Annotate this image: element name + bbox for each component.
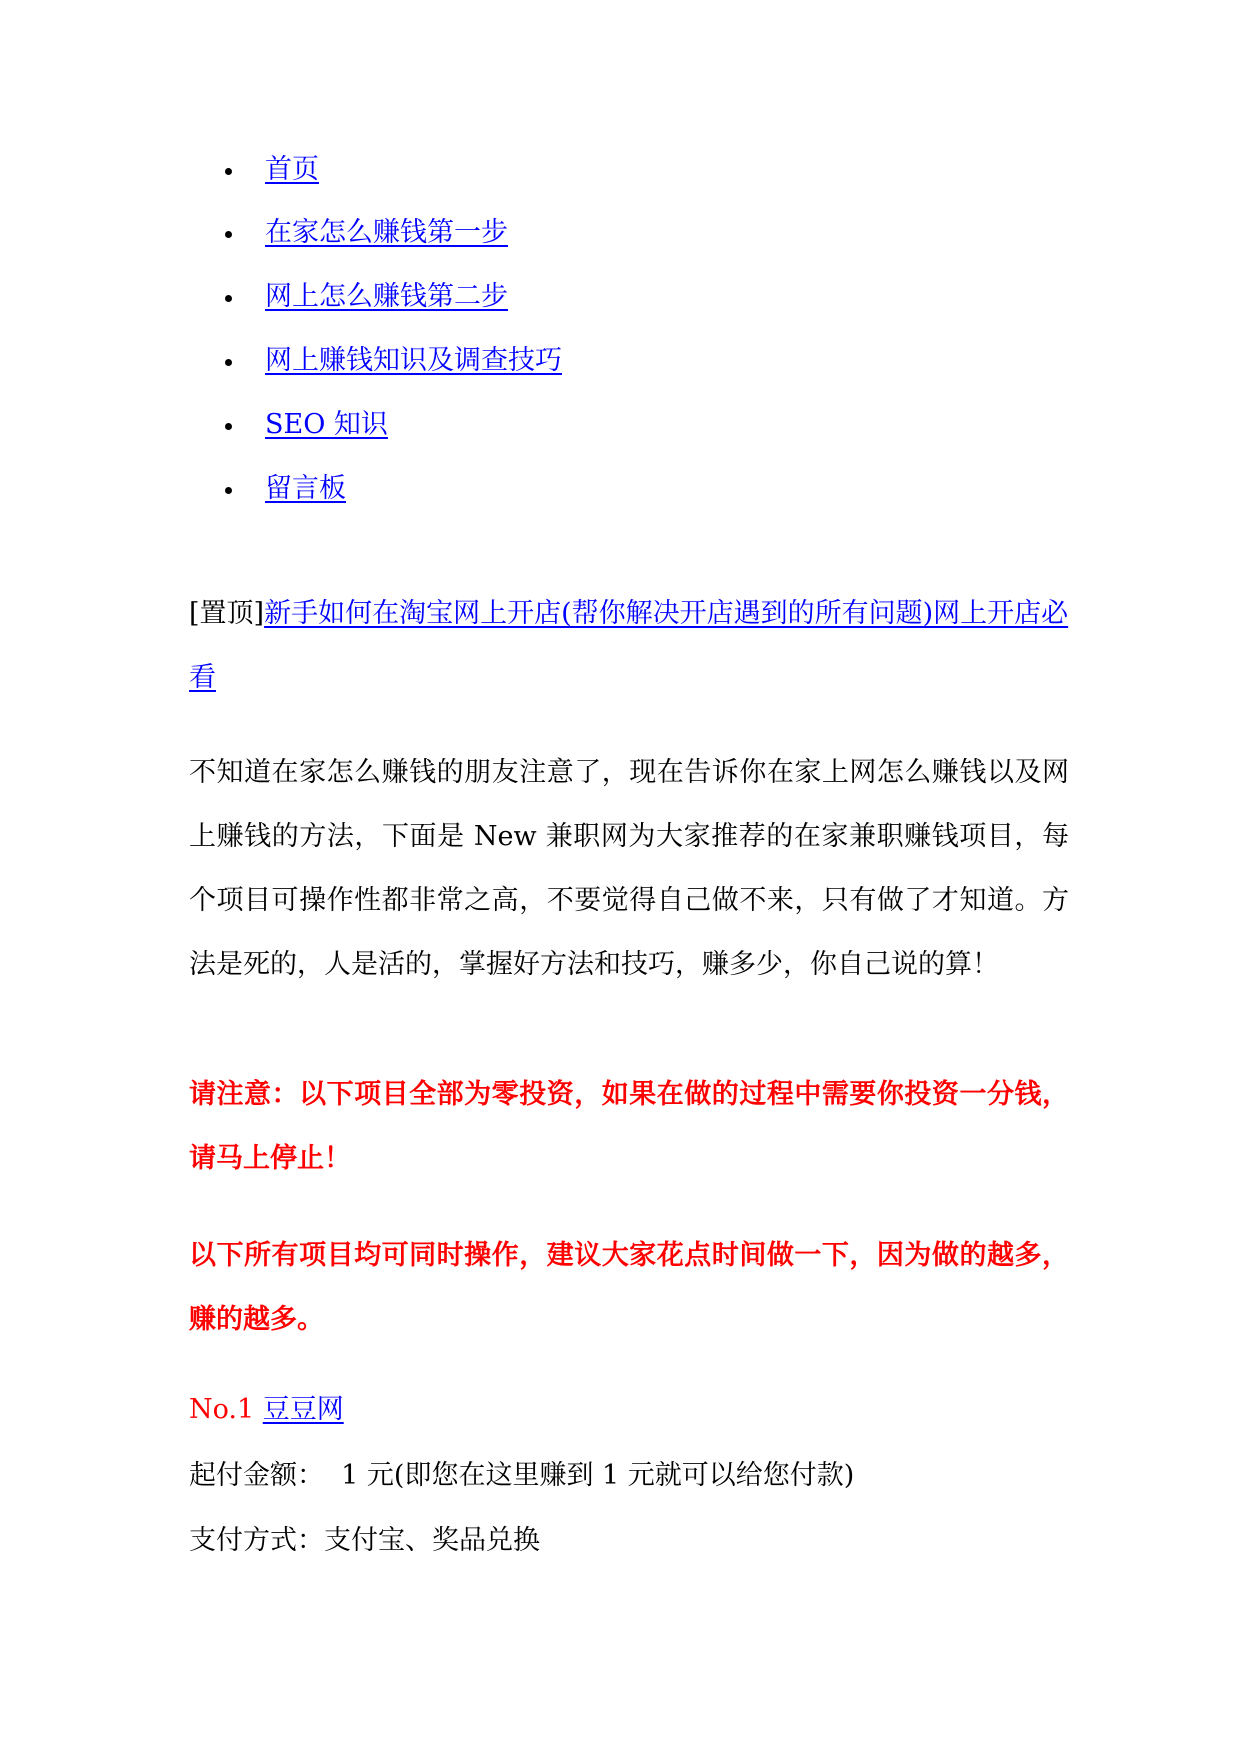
project-min-payment (189, 1458, 1069, 1494)
nav-link-step-one[interactable]: 在家怎么赚钱第一步 (265, 217, 508, 248)
nav-link-seo[interactable]: SEO 知识 (265, 409, 388, 440)
nav-link-home[interactable]: 首页 (265, 154, 319, 185)
bullet-icon (225, 295, 232, 302)
nav-link-guestbook[interactable]: 留言板 (265, 473, 346, 504)
project-link[interactable]: 豆豆网 (262, 1394, 344, 1425)
project-number: No.1 (189, 1394, 263, 1425)
nav-link-step-two[interactable]: 网上怎么赚钱第二步 (265, 281, 508, 312)
nav-link-knowledge[interactable]: 网上赚钱知识及调查技巧 (265, 345, 562, 376)
pinned-post-link[interactable]: 新手如何在淘宝网上开店(帮你解决开店遇到的所有问题)网上开店必看 (189, 598, 1069, 693)
bullet-icon (225, 231, 232, 238)
pinned-prefix: [置顶] (189, 598, 265, 629)
nav-item-step-two (0, 279, 900, 319)
nav-item-seo (0, 407, 900, 447)
nav-item-guestbook (0, 471, 900, 511)
warning-simultaneous: 以下所有项目均可同时操作，建议大家花点时间做一下，因为做的越多，赚的越多。 (189, 1240, 1069, 1335)
nav-item-knowledge (0, 343, 900, 383)
payment-method-label: 支付方式： (189, 1525, 324, 1556)
min-payment-label: 起付金额： (189, 1460, 324, 1491)
project-payment-method (189, 1523, 1069, 1559)
payment-method-value: 支付宝、奖品兑换 (324, 1525, 540, 1556)
warning-zero-investment: 请注意：以下项目全部为零投资，如果在做的过程中需要你投资一分钱，请马上停止！ (189, 1079, 1069, 1174)
project-title (189, 1392, 1069, 1428)
nav-item-home (0, 152, 900, 192)
bullet-icon (225, 168, 232, 175)
intro-paragraph: 不知道在家怎么赚钱的朋友注意了，现在告诉你在家上网怎么赚钱以及网上赚钱的方法，下面是 New 兼职网为大家推荐的在家兼职赚钱项目，每个项目可操作性都非常之高，不要觉得自己做不来，只有做了才知道。方法是死的，人是活的，掌握好方法和技巧，赚多少，你自己说的算！ (189, 757, 1069, 980)
min-payment-value: 1 元(即您在这里赚到 1 元就可以给您付款) (324, 1460, 855, 1491)
nav-item-step-one (0, 215, 900, 255)
bullet-icon (225, 487, 232, 494)
bullet-icon (225, 423, 232, 430)
pinned-post (189, 582, 1069, 710)
bullet-icon (225, 359, 232, 366)
